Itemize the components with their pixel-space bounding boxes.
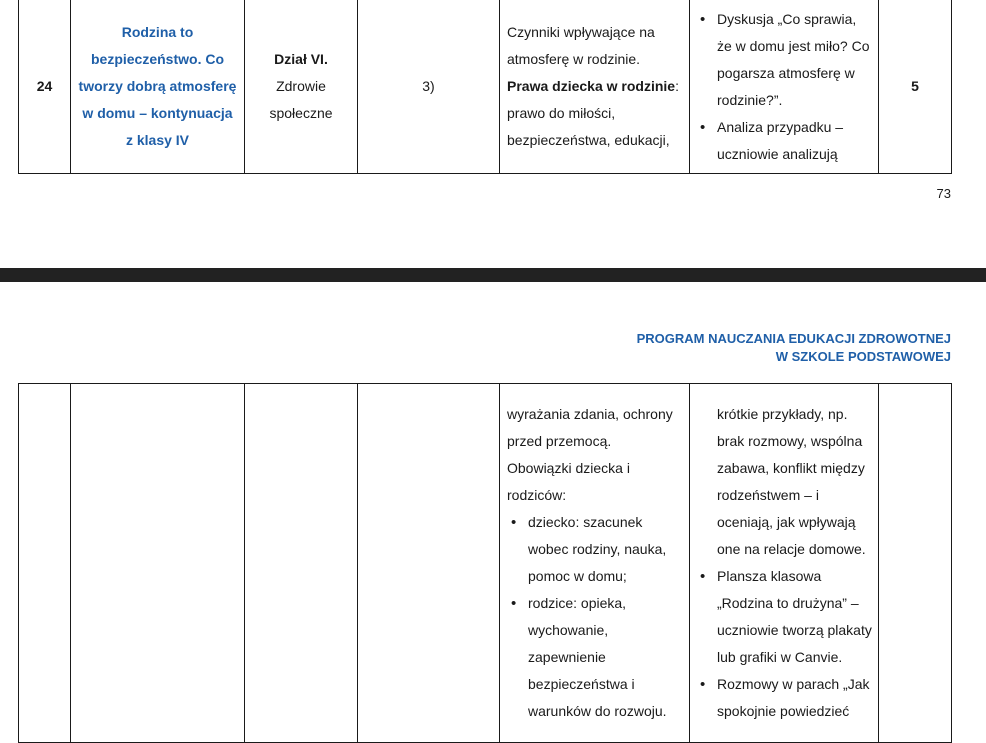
empty-cell (245, 384, 358, 743)
methods-continued-text: krótkie przykłady, np. brak rozmowy, wspólna zabawa, konflikt między rodzeństwem – i oceniają, jak wpływają one na relacje domowe. (717, 406, 866, 557)
curriculum-table-continued (18, 383, 952, 743)
page-73 (0, 0, 986, 268)
duties-list (507, 509, 683, 725)
content-cell (500, 0, 690, 174)
department-label: Dział VI. (274, 51, 328, 67)
list-item: • rodzice: opieka, wychowanie, zapewnienie bezpieczeństwa i warunków do rozwoju. (507, 590, 683, 725)
content-bold-text: Prawa dziecka w rodzinie (507, 78, 676, 94)
running-header (637, 330, 951, 366)
list-item: • Dyskusja „Co sprawia, że w domu jest miło? Co pogarsza atmosferę w rodzinie?”. (696, 6, 872, 114)
content-text: prawo do miłości, bezpieczeństwa, edukacji, (507, 105, 670, 148)
department-cell (245, 0, 358, 174)
page-74 (0, 282, 986, 720)
department-name: Zdrowie społeczne (269, 78, 333, 121)
empty-cell (879, 384, 952, 743)
methods-list (696, 6, 872, 168)
list-item: • Plansza klasowa „Rodzina to drużyna” – uczniowie tworzą plakaty lub grafiki w Canvie. (696, 563, 872, 671)
curriculum-table-top (18, 0, 952, 174)
list-item: • Rozmowy w parach „Jak spokojnie powiedzieć (696, 671, 872, 725)
content-colon: : (675, 78, 679, 94)
list-item: • dziecko: szacunek wobec rodziny, nauka, pomoc w domu; (507, 509, 683, 590)
content-text: Czynniki wpływające na atmosferę w rodzinie. (507, 24, 655, 67)
lesson-number: 24 (19, 0, 71, 174)
curriculum-reference: 3) (358, 0, 500, 174)
table-row (19, 0, 952, 174)
lesson-title (71, 0, 245, 174)
methods-list (696, 563, 872, 725)
content-text: Obowiązki dziecka i rodziców: (507, 460, 630, 503)
page-number: 73 (936, 186, 951, 201)
content-rights-heading (507, 73, 683, 100)
hours-count: 5 (879, 0, 952, 174)
page-divider (0, 268, 986, 282)
methods-cell (690, 384, 879, 743)
methods-cell (690, 0, 879, 174)
content-text: wyrażania zdania, ochrony przed przemocą. (507, 406, 673, 449)
empty-cell (358, 384, 500, 743)
list-item: • Analiza przypadku – uczniowie analizują (696, 114, 872, 168)
empty-cell (71, 384, 245, 743)
empty-cell (19, 384, 71, 743)
lesson-title-text: Rodzina to bezpieczeństwo. Co tworzy dobrą atmosferę w domu – kontynuacja z klasy IV (78, 24, 237, 148)
running-header-line: W SZKOLE PODSTAWOWEJ (775, 349, 951, 364)
table-row (19, 384, 952, 743)
content-cell (500, 384, 690, 743)
running-header-line: PROGRAM NAUCZANIA EDUKACJI ZDROWOTNEJ (636, 331, 951, 346)
